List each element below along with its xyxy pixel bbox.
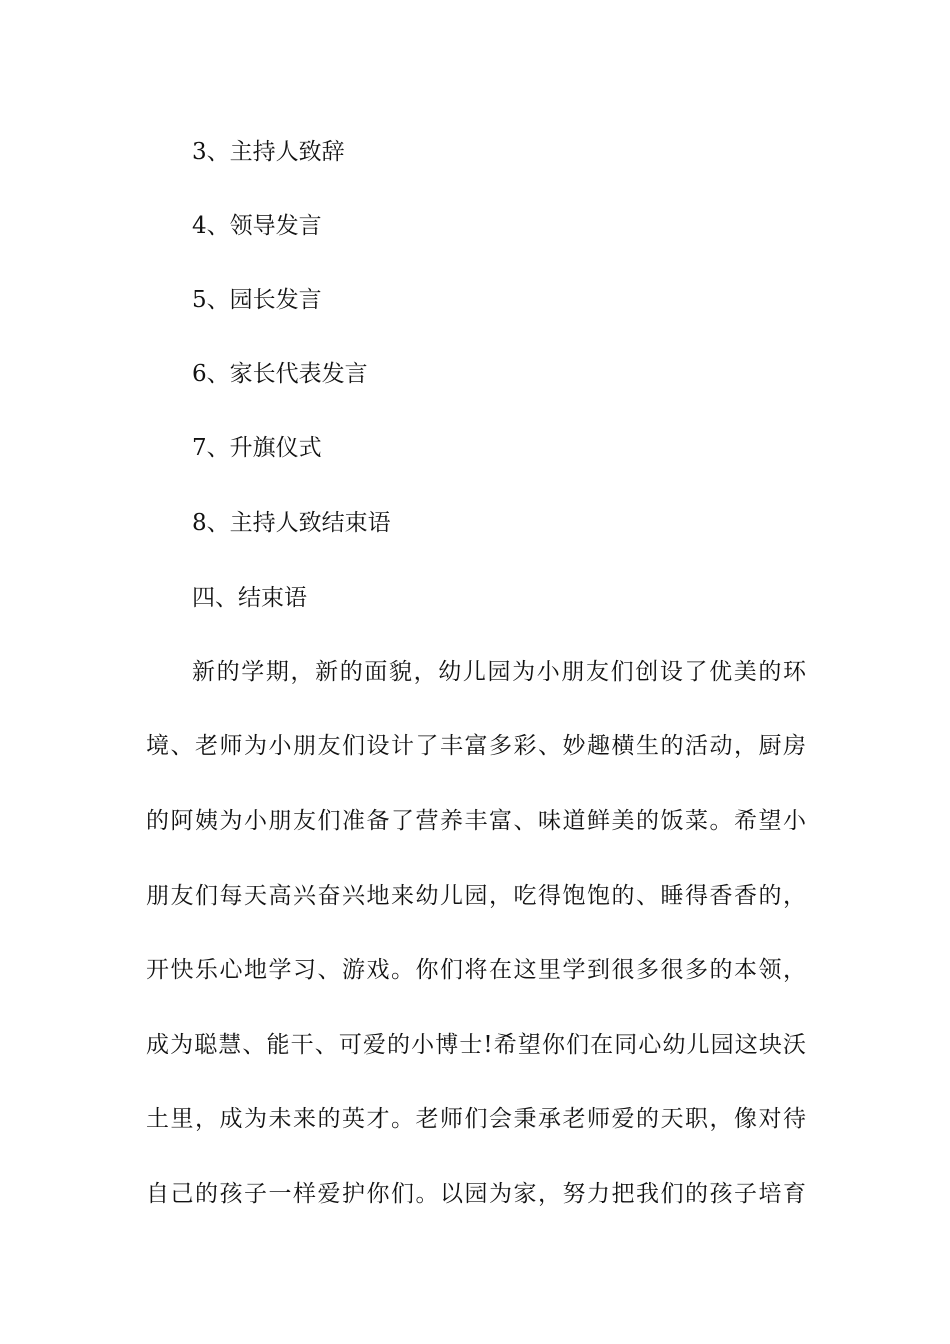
- paragraph-line-7: 土里，成为未来的英才。老师们会秉承老师爱的天职，像对待: [146, 1106, 806, 1132]
- paragraph-line-5: 开快乐心地学习、游戏。你们将在这里学到很多很多的本领，: [146, 957, 806, 983]
- section-heading-closing: 四、结束语: [192, 585, 307, 611]
- paragraph-line-8: 自己的孩子一样爱护你们。以园为家，努力把我们的孩子培育: [146, 1181, 806, 1207]
- paragraph-line-4: 朋友们每天高兴奋兴地来幼儿园，吃得饱饱的、睡得香香的，: [146, 883, 806, 909]
- paragraph-line-3: 的阿姨为小朋友们准备了营养丰富、味道鲜美的饭菜。希望小: [146, 808, 806, 834]
- agenda-item-5: 5、园长发言: [192, 287, 322, 313]
- agenda-item-8: 8、主持人致结束语: [192, 510, 391, 536]
- paragraph-line-2: 境、老师为小朋友们设计了丰富多彩、妙趣横生的活动，厨房: [146, 733, 806, 759]
- agenda-item-3: 3、主持人致辞: [192, 139, 345, 165]
- agenda-item-6: 6、家长代表发言: [192, 361, 368, 387]
- paragraph-line-6: 成为聪慧、能干、可爱的小博士!希望你们在同心幼儿园这块沃: [146, 1032, 806, 1058]
- agenda-item-7: 7、升旗仪式: [192, 435, 322, 461]
- paragraph-line-1: 新的学期，新的面貌，幼儿园为小朋友们创设了优美的环: [192, 659, 806, 685]
- agenda-item-4: 4、领导发言: [192, 213, 322, 239]
